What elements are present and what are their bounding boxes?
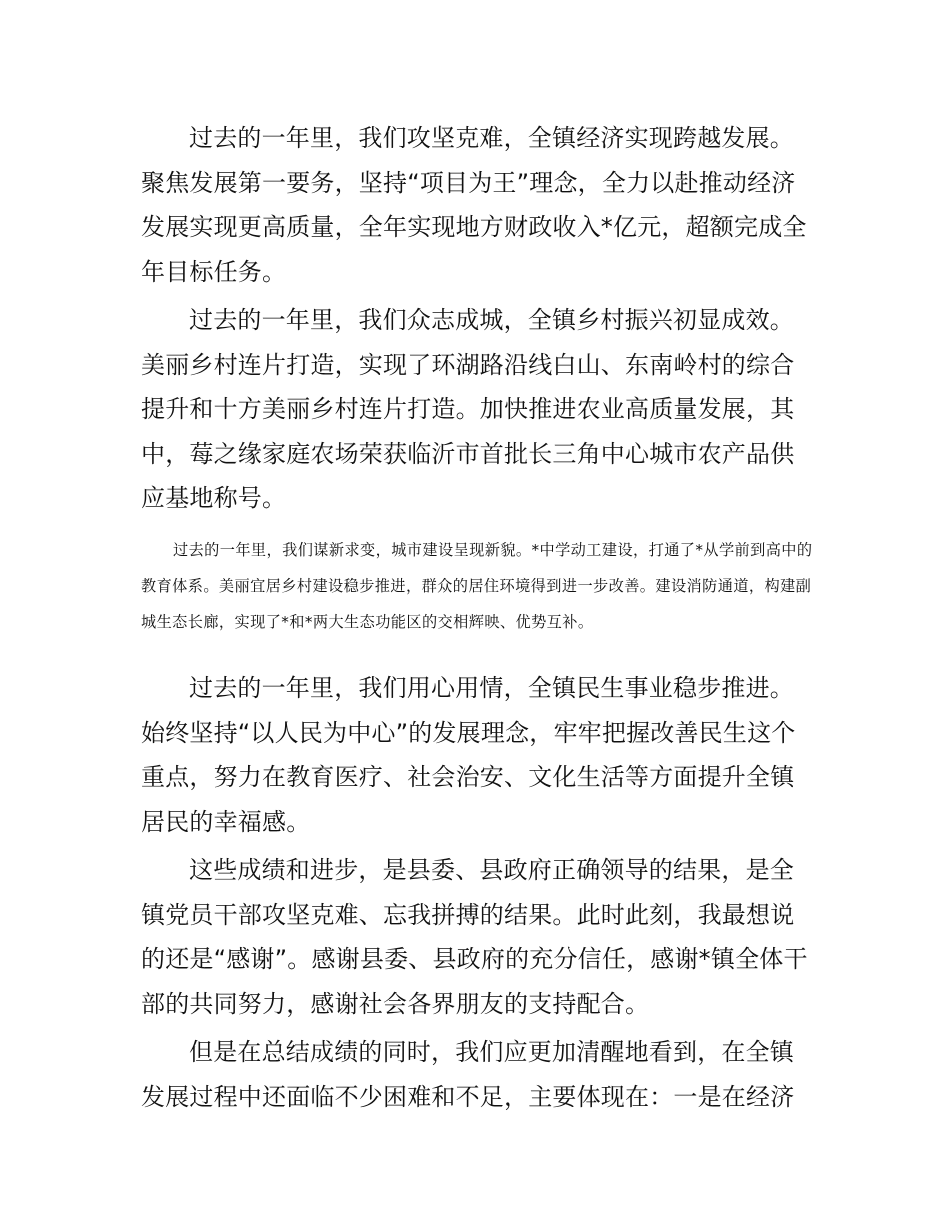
paragraph-urban-construction: 过去的一年里，我们谋新求变，城市建设呈现新貌。*中学动工建设，打通了*从学前到高中的教育体系。美丽宜居乡村建设稳步推进，群众的居住环境得到进一步改善。建设消防通道，构建副城生态长廊，实现了*和*两大生态功能区的交相辉映、优势互补。 — [141, 541, 813, 631]
paragraph-economy: 过去的一年里，我们攻坚克难，全镇经济实现跨越发展。聚焦发展第一要务，坚持“项目为王”理念，全力以赴推动经济发展实现更高质量，全年实现地方财政收入*亿元，超额完成全年目标任务。 — [141, 124, 807, 286]
paragraph-acknowledgement: 这些成绩和进步，是县委、县政府正确领导的结果，是全镇党员干部攻坚克难、忘我拼搏的结果。此时此刻，我最想说的还是“感谢”。感谢县委、县政府的充分信任，感谢*镇全体干部的共同努力，感谢社会各界朋友的支持配合。 — [141, 856, 808, 1018]
paragraph-livelihood: 过去的一年里，我们用心用情，全镇民生事业稳步推进。始终坚持“以人民为中心”的发展理念，牢牢把握改善民生这个重点，努力在教育医疗、社会治安、文化生活等方面提升全镇居民的幸福感。 — [141, 674, 796, 836]
paragraph-challenges: 但是在总结成绩的同时，我们应更加清醒地看到，在全镇发展过程中还面临不少困难和不足，主要体现在：一是在经济 — [141, 1038, 795, 1111]
paragraph-rural-revitalization: 过去的一年里，我们众志成城，全镇乡村振兴初显成效。美丽乡村连片打造，实现了环湖路沿线白山、东南岭村的综合提升和十方美丽乡村连片打造。加快推进农业高质量发展，其中，莓之缘家庭农场荣获临沂市首批长三角中心城市农产品供应基地称号。 — [141, 306, 795, 512]
